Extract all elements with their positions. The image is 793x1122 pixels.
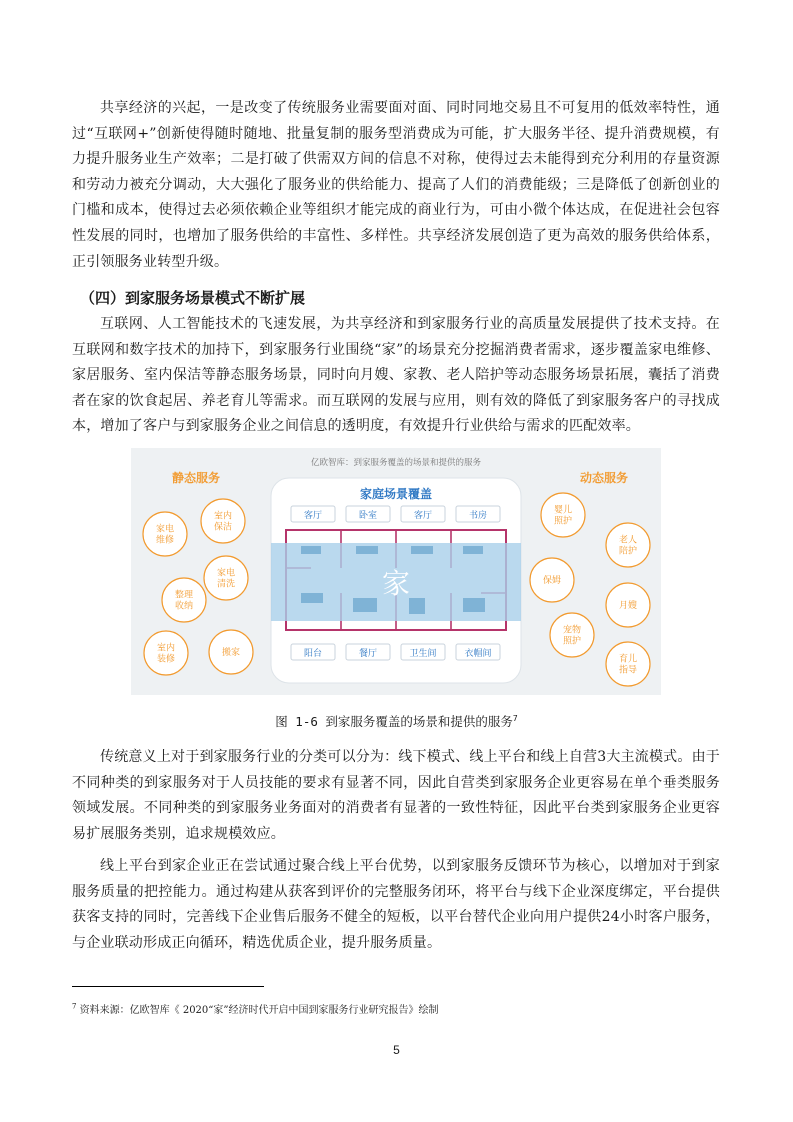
figure-caption-text: 图 1-6 到家服务覆盖的场景和提供的服务 — [275, 714, 513, 729]
figure-home-service-scenes — [131, 448, 661, 695]
dynamic-service-3-label: 月嫂 — [618, 601, 638, 611]
room-label: 客厅 — [413, 511, 433, 521]
room-label: 客厅 — [303, 511, 323, 521]
static-service-0 — [201, 499, 245, 543]
static-service-2-label: 家电清洗 — [216, 568, 236, 590]
dynamic-service-0-label: 婴儿照护 — [553, 505, 573, 527]
right-title: 动态服务 — [579, 471, 629, 485]
static-service-1-label: 家电维修 — [155, 524, 175, 546]
static-service-4 — [144, 631, 188, 675]
paragraph-sharing-economy: 共享经济的兴起，一是改变了传统服务业需要面对面、同时同地交易且不可复用的低效率特性，通过“互联网+”创新使得随时随地、批量复制的服务型消费成为可能，扩大服务半径、提升消费规模，有力提升服务业生产效率；二是打破了供需双方间的信息不对称，使得过去未能得到充分利用的存量资源和劳动力被充分调动，大大强化了服务业的供给能力、提高了人们的消费能级；三是降低了创新创业的门槛和成本，使得过去必须依赖企业等组织才能完成的商业行为，可由小微个体达成，在促进社会包容性发展的同时，也增加了服务供给的丰富性、多样性。共享经济发展创造了更为高效的服务供给体系，正引领服务业转型升级。 — [72, 100, 720, 270]
room-label: 餐厅 — [358, 649, 378, 659]
dynamic-service-5 — [606, 642, 650, 686]
static-service-0-label: 室内保洁 — [213, 511, 233, 533]
dynamic-service-0 — [541, 493, 585, 537]
footnote-rule — [72, 986, 264, 987]
paragraph-classification: 传统意义上对于到家服务行业的分类可以分为：线下模式、线上平台和线上自营3大主流模式。由于不同种类的到家服务对于人员技能的要求有显著不同，因此自营类到家服务企业更容易在单个垂类服务领域发展。不同种类的到家服务业务面对的消费者有显著的一致性特征，因此平台类到家服务企业更容易扩展服务类别，追求规模效应。 — [72, 749, 720, 842]
paragraph-online-platform: 线上平台到家企业正在尝试通过聚合线上平台优势，以到家服务反馈环节为核心，以增加对于到家服务质量的把控能力。通过构建从获客到评价的完整服务闭环，将平台与线下企业深度绑定，平台提供获客支持的同时，完善线下企业售后服务不健全的短板，以平台替代企业向用户提供24小时客户服务，与企业联动形成正向循环，精选优质企业，提升服务质量。 — [72, 858, 720, 951]
static-service-3-label: 整理收纳 — [174, 590, 194, 612]
room-label: 书房 — [468, 511, 488, 521]
dynamic-service-4 — [550, 613, 594, 657]
section-heading: （四）到家服务场景模式不断扩展 — [80, 289, 306, 307]
footnote-mark: 7 — [72, 1002, 77, 1011]
figure-svg — [131, 448, 661, 695]
room-label: 阳台 — [303, 649, 323, 659]
dynamic-service-2-label: 保姆 — [542, 576, 562, 586]
paragraph-tech-support: 互联网、人工智能技术的飞速发展，为共享经济和到家服务行业的高质量发展提供了技术支持。在互联网和数字技术的加持下，到家服务行业围绕“家”的场景充分挖掘消费者需求，逐步覆盖家电维修、家居服务、室内保洁等静态服务场景，同时向月嫂、家教、老人陪护等动态服务场景拓展，囊括了消费者在家的饮食起居、养老育儿等需求。而互联网的发展与应用，则有效的降低了到家服务客户的寻找成本，增加了客户与到家服务企业之间信息的透明度，有效提升行业供给与需求的匹配效率。 — [72, 316, 720, 435]
static-service-1 — [143, 512, 187, 556]
room-label: 卧室 — [358, 511, 378, 521]
dynamic-service-1 — [606, 523, 650, 567]
left-title: 静态服务 — [171, 471, 221, 485]
dynamic-service-2 — [530, 558, 574, 602]
figure-caption-ref: 7 — [512, 713, 518, 723]
dynamic-service-1-label: 老人陪护 — [618, 535, 638, 557]
floor-plan — [271, 530, 521, 630]
static-service-5 — [209, 630, 253, 674]
static-service-2 — [204, 556, 248, 600]
static-service-5-label: 搬家 — [221, 648, 241, 658]
dynamic-service-3 — [606, 583, 650, 627]
center-glyph: 家 — [381, 567, 411, 600]
page-number: 5 — [393, 1043, 400, 1057]
figure-source-line: 亿欧智库：到家服务覆盖的场景和提供的服务 — [310, 458, 482, 468]
dynamic-service-4-label: 宠物照护 — [562, 625, 582, 647]
static-service-3 — [162, 578, 206, 622]
footnote-text: 资料来源：亿欧智库《 2020“家”经济时代开启中国到家服务行业研究报告》绘制 — [79, 1005, 439, 1016]
dynamic-service-5-label: 育儿指导 — [618, 654, 638, 676]
room-label: 衣帽间 — [464, 649, 492, 659]
static-service-4-label: 室内装修 — [156, 643, 176, 665]
room-label: 卫生间 — [409, 649, 437, 659]
center-title: 家庭场景覆盖 — [359, 487, 433, 501]
footnote — [72, 1001, 439, 1016]
figure-caption — [0, 712, 793, 730]
